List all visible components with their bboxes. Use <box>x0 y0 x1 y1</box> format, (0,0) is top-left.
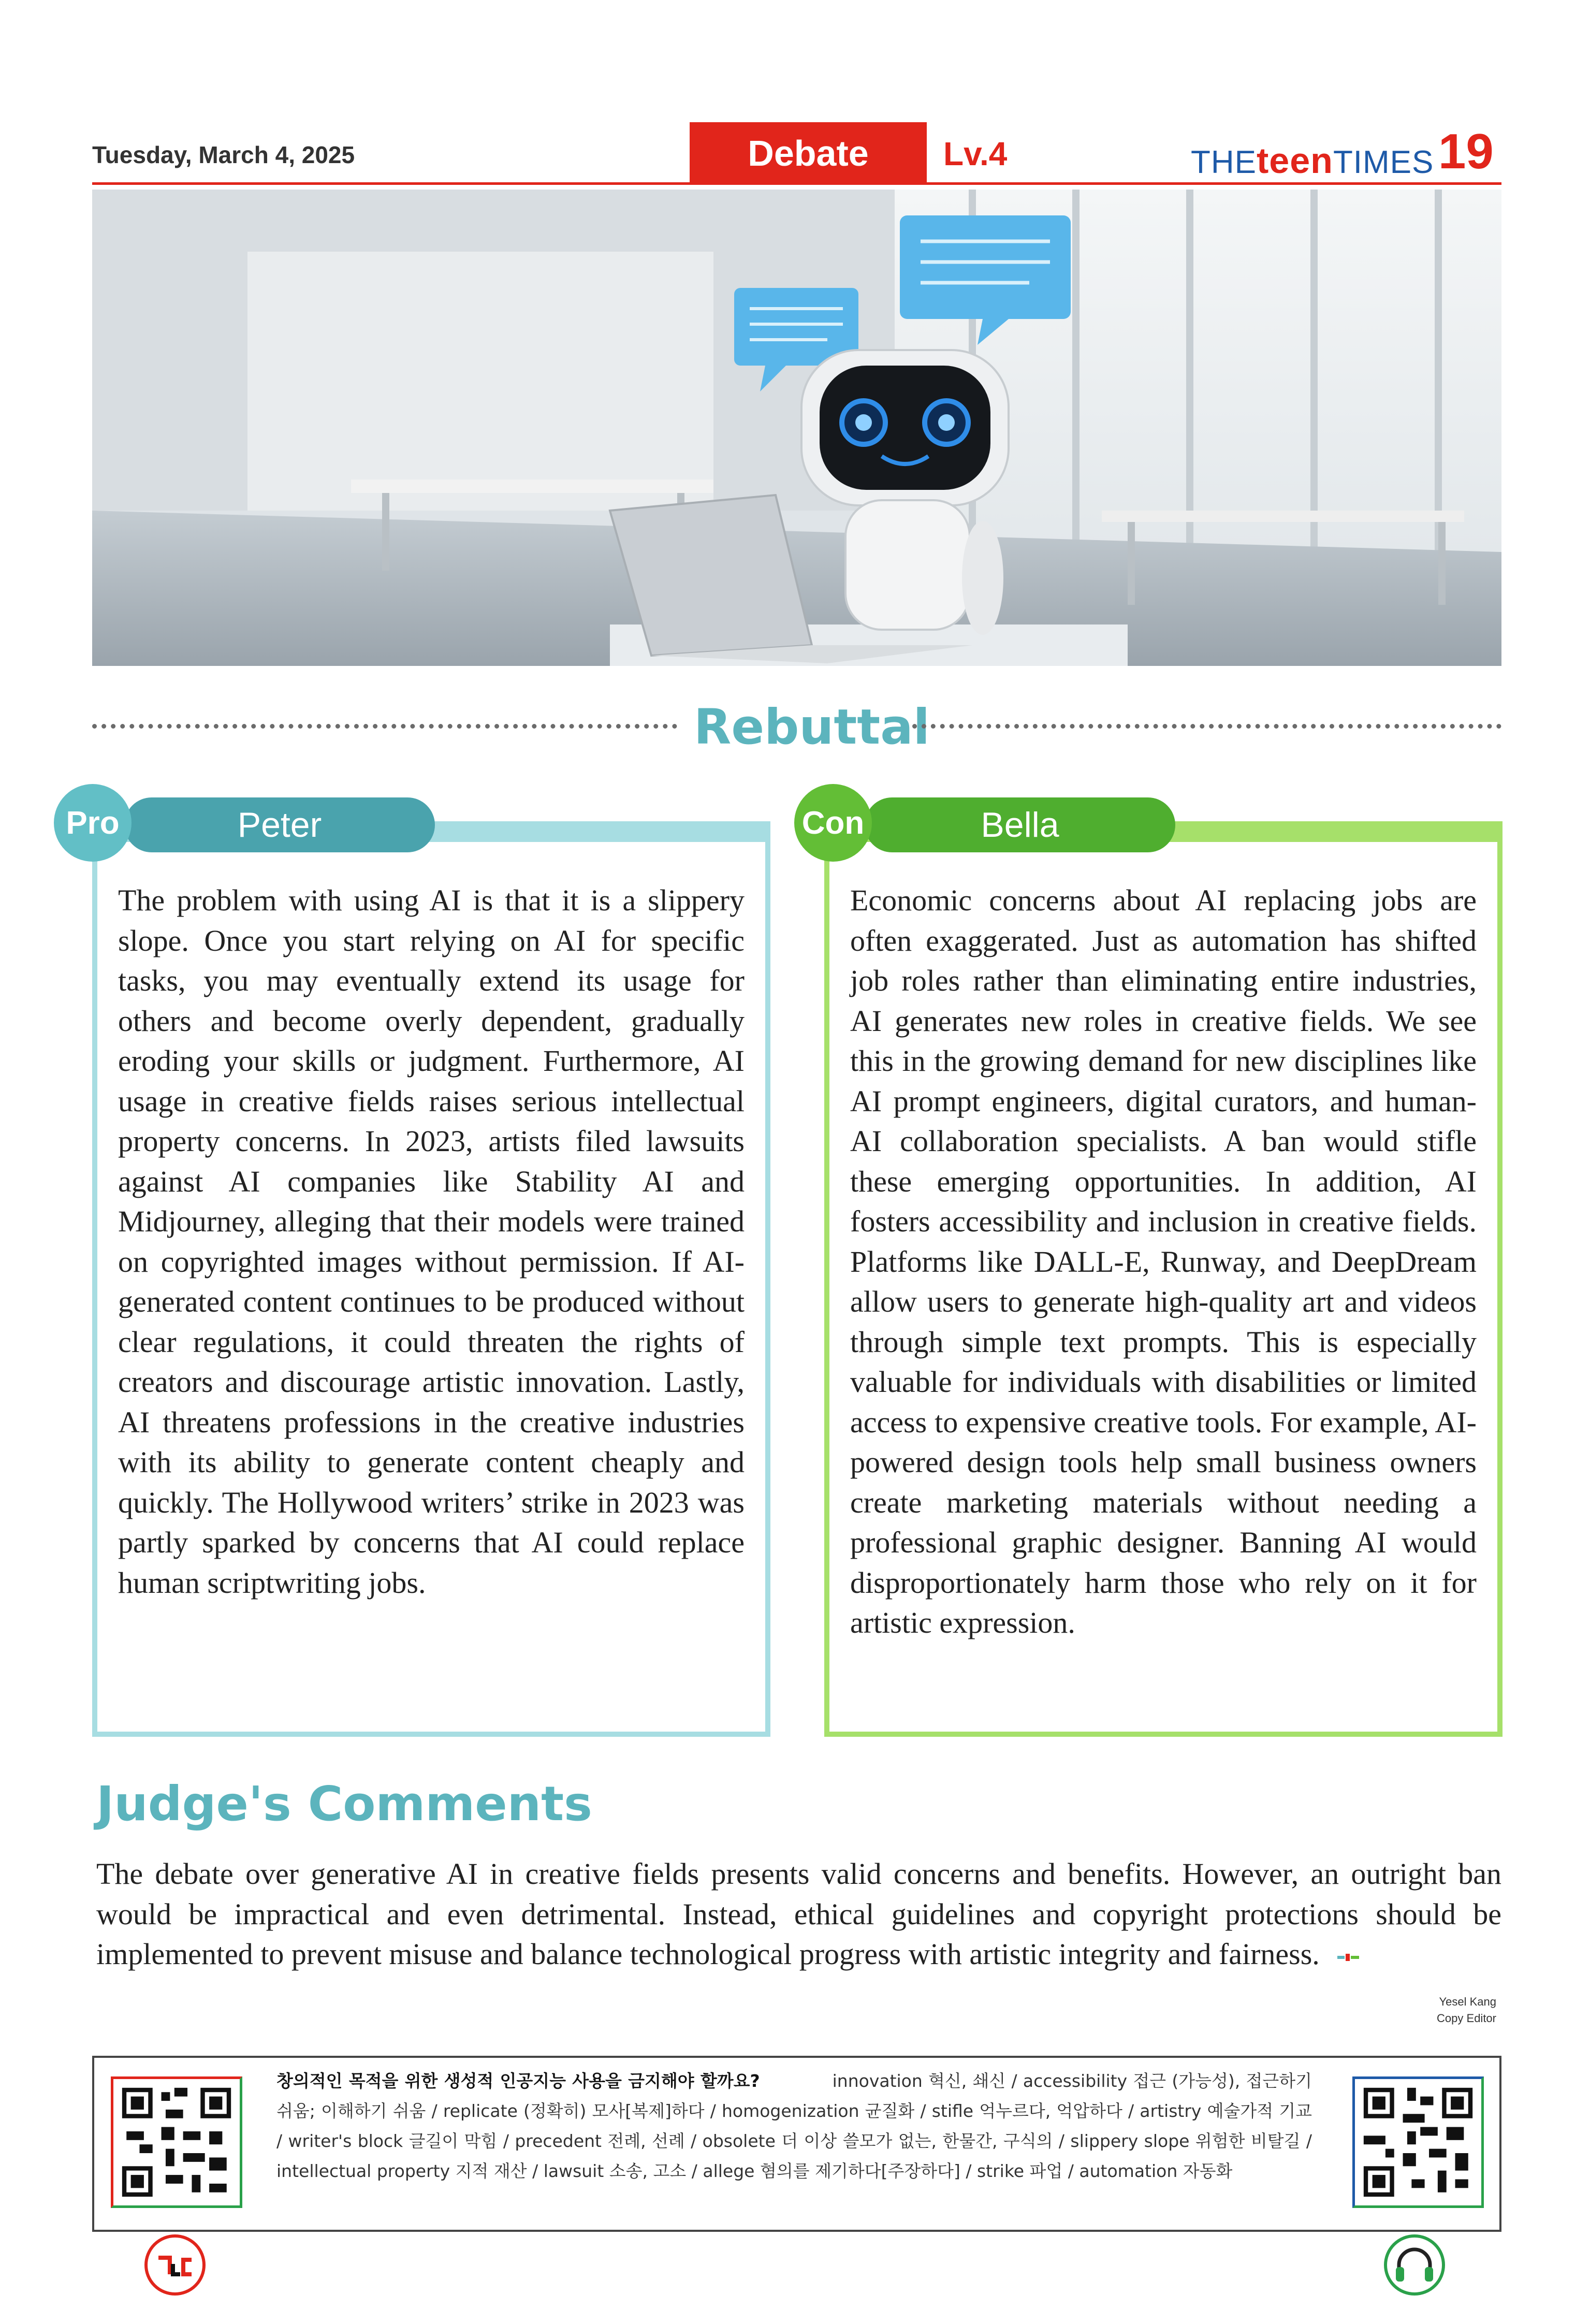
rebuttal-heading: Rebuttal <box>694 699 930 756</box>
level-label: Lv.4 <box>943 135 1008 172</box>
section-name: Debate <box>748 133 869 173</box>
masthead-logo <box>1191 140 1434 181</box>
header-rule <box>92 182 1501 185</box>
qr-code-right-icon <box>1355 2079 1481 2205</box>
pro-tag: Pro <box>54 784 132 862</box>
vocab-terms: innovation 혁신, 쇄신 / accessibility 접근 (가능성), 접근하기 쉬움; 이해하기 쉬움 / replicate (정확히) 모사[복제]하다 / homogenization 균질화 / stifle 억누르다, 억압하다 / artistry 예술가적 기교 / writer's block 글길이 막힘 / precedent 전례, 선례 / obsolete 더 이상 쓸모가 없는, 한물간, 구식의 / slippery slope 위험한 비탈길 / intellectual property 지적 재산 / lawsuit 소송, 고소 / allege 혐의를 제기하다[주장하다] / strike 파업 / automation 자동화 <box>276 2071 1312 2181</box>
qr-code-icon[interactable] <box>1352 2076 1484 2208</box>
masthead-the: THE <box>1191 144 1257 180</box>
qr-code-left-icon <box>113 2079 240 2205</box>
con-tag: Con <box>794 784 872 862</box>
judge-comment-text <box>96 1854 1501 1974</box>
divider-dots-left <box>92 724 677 729</box>
con-speaker-name: Bella <box>865 797 1175 852</box>
judge-author-role: Copy Editor <box>1437 2012 1496 2025</box>
judge-author-name: Yesel Kang <box>1439 1995 1496 2008</box>
page-number: 19 <box>1438 124 1494 179</box>
vocab-list <box>276 2066 1312 2186</box>
pro-argument-text: The problem with using AI is that it is a slippery slope. Once you start relying on AI for specific tasks, you may eventually extend its usage for others and become overly dependent, gradually eroding your skills or judgment. Furthermore, AI usage in creative fields raises serious intellectual property concerns. In 2023, artists filed lawsuits against AI companies like Stability AI and Midjourney, alleging that their models were trained on copyrighted images without permission. If AI-generated content continues to be produced without clear regulations, it could threaten the rights of creators and discourage artistic innovation. Lastly, AI threatens professions in the creative industries with its ability to generate content cheaply and quickly. The Hollywood writers’ strike in 2023 was partly sparked by concerns that AI could replace human scriptwriting jobs. <box>118 883 745 1600</box>
con-argument-text: Economic concerns about AI replacing jobs are often exaggerated. Just as automation has shifted job roles rather than eliminating entire industries, AI generates new roles in creative fields. We see this in the growing demand for new disciplines like AI prompt engineers, digital curators, and human-AI collaboration specialists. A ban would stifle these emerging opportunities. In addition, AI fosters accessibility and inclusion in creative fields. Platforms like DALL-E, Runway, and DeepDream allow users to generate high-quality art and videos through simple text prompts. This is especially valuable for individuals with disabilities or limited access to expensive creative tools. For example, AI-powered design tools help small business owners create marketing materials without needing a professional graphic designer. Banning AI would disproportionately harm those who rely on it for artistic expression. <box>850 883 1477 1639</box>
issue-date: Tuesday, March 4, 2025 <box>92 141 355 168</box>
section-label <box>690 122 927 184</box>
tlc-logo-icon <box>143 2233 207 2297</box>
judge-byline <box>1398 1994 1496 2027</box>
divider-dots-right <box>912 724 1501 729</box>
qr-code-icon[interactable] <box>111 2076 242 2208</box>
headphone-icon[interactable] <box>1382 2233 1447 2297</box>
judge-heading: Judge's Comments <box>96 1776 592 1832</box>
end-mark-icon <box>1337 1953 1360 1962</box>
judge-comment-body: The debate over generative AI in creative fields presents valid concerns and benefits. However, an outright ban would be impractical and even detrimental. Instead, ethical guidelines and copyright protections should be implemented to prevent misuse and balance technological progress with artistic integrity and fairness. <box>96 1857 1501 1971</box>
hero-image <box>92 190 1501 666</box>
masthead-teen: teen <box>1257 140 1333 181</box>
masthead-times: TIMES <box>1333 144 1434 180</box>
pro-speaker-name: Peter <box>124 797 435 852</box>
office-robot-laptop-image <box>92 190 1501 666</box>
vocab-question: 창의적인 목적을 위한 생성적 인공지능 사용을 금지해야 할까요? <box>276 2071 760 2091</box>
